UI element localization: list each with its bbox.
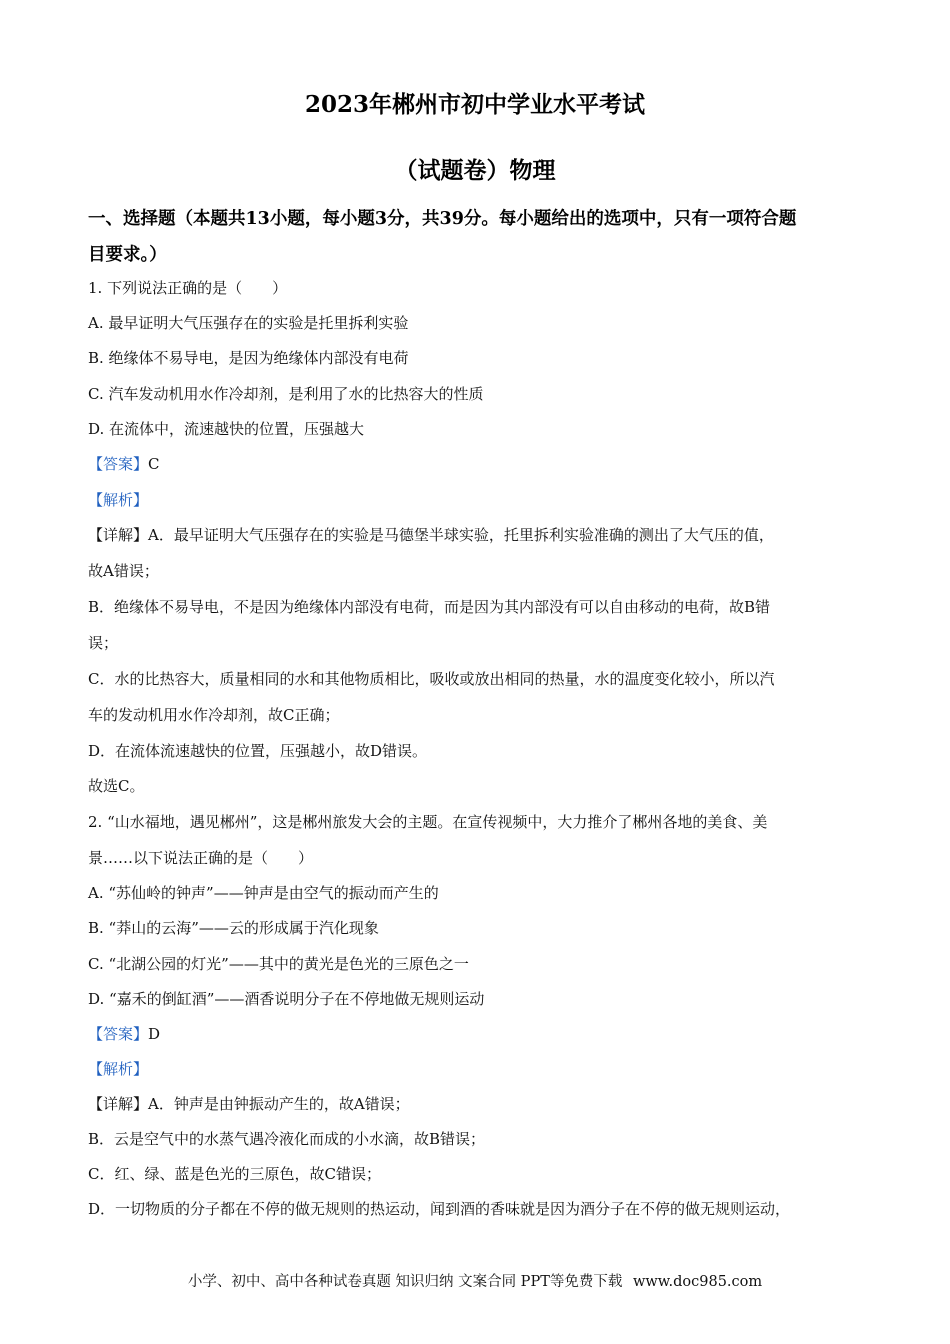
q2-option-d: D. “嘉禾的倒缸酒”——酒香说明分子在不停地做无规则运动 [88, 990, 485, 1008]
q2-stem-cont: 景……以下说法正确的是（ ） [88, 849, 314, 867]
section-heading-line2: 目要求。） [88, 245, 167, 265]
answer-label: 【答案】 [88, 455, 149, 473]
q1-option-c: C. 汽车发动机用水作冷却剂，是利用了水的比热容大的性质 [88, 385, 484, 403]
q1-conclusion: 故选C。 [88, 777, 145, 795]
q2-detail-a [88, 1094, 410, 1114]
page-title: 2023年郴州市初中学业水平考试 [304, 91, 645, 118]
q1-answer [88, 454, 160, 474]
q1-detail-c: C．水的比热容大，质量相同的水和其他物质相比，吸收或放出相同的热量，水的温度变化较小，所以汽 [88, 670, 775, 688]
page-footer [0, 1270, 950, 1291]
q1-option-b: B. 绝缘体不易导电，是因为绝缘体内部没有电荷 [88, 349, 409, 367]
q1-analysis-label: 【解析】 [88, 491, 149, 509]
q1-option-a: A. 最早证明大气压强存在的实验是托里拆利实验 [88, 314, 409, 332]
detail-a-text: A．最早证明大气压强存在的实验是马德堡半球实验，托里拆利实验准确的测出了大气压的值， [148, 526, 774, 544]
q1-detail-a-cont: 故A错误； [88, 562, 159, 580]
q2-stem: 2. “山水福地，遇见郴州”，这是郴州旅发大会的主题。在宣传视频中，大力推介了郴州各地的美食、美 [88, 813, 768, 831]
q1-stem: 1. 下列说法正确的是（ ） [88, 279, 288, 297]
footer-text: 小学、初中、高中各种试卷真题 知识归纳 文案合同 PPT等免费下载 [187, 1274, 623, 1290]
q2-detail-b: B．云是空气中的水蒸气遇冷液化而成的小水滴，故B错误； [88, 1130, 486, 1148]
answer-value: D [148, 1025, 161, 1043]
q2-detail-d: D．一切物质的分子都在不停的做无规则的热运动，闻到酒的香味就是因为酒分子在不停的做无规则运动， [88, 1200, 791, 1218]
answer-value: C [148, 455, 160, 473]
q1-option-d: D. 在流体中，流速越快的位置，压强越大 [88, 420, 365, 438]
q1-detail-b: B．绝缘体不易导电，不是因为绝缘体内部没有电荷，而是因为其内部没有可以自由移动的电荷，故B错 [88, 598, 771, 616]
q2-option-a: A. “苏仙岭的钟声”——钟声是由空气的振动而产生的 [88, 884, 439, 902]
q1-detail-d: D．在流体流速越快的位置，压强越小，故D错误。 [88, 742, 428, 760]
page-subtitle: （试题卷）物理 [394, 157, 556, 184]
q2-analysis-label: 【解析】 [88, 1060, 149, 1078]
q1-detail-a [88, 525, 774, 545]
detail-a-text: A．钟声是由钟振动产生的，故A错误； [148, 1095, 410, 1113]
q1-detail-c-cont: 车的发动机用水作冷却剂，故C正确； [88, 706, 340, 724]
answer-label: 【答案】 [88, 1025, 149, 1043]
q1-detail-b-cont: 误； [88, 634, 119, 652]
q2-answer [88, 1024, 160, 1044]
footer-link[interactable]: www.doc985.com [632, 1274, 763, 1290]
q2-option-c: C. “北湖公园的灯光”——其中的黄光是色光的三原色之一 [88, 955, 469, 973]
detail-label: 【详解】 [88, 526, 149, 544]
q2-option-b: B. “莽山的云海”——云的形成属于汽化现象 [88, 919, 379, 937]
detail-label: 【详解】 [88, 1095, 149, 1113]
q2-detail-c: C．红、绿、蓝是色光的三原色，故C错误； [88, 1165, 381, 1183]
section-heading-line1: 一、选择题（本题共13小题，每小题3分，共39分。每小题给出的选项中，只有一项符合题 [88, 209, 797, 229]
